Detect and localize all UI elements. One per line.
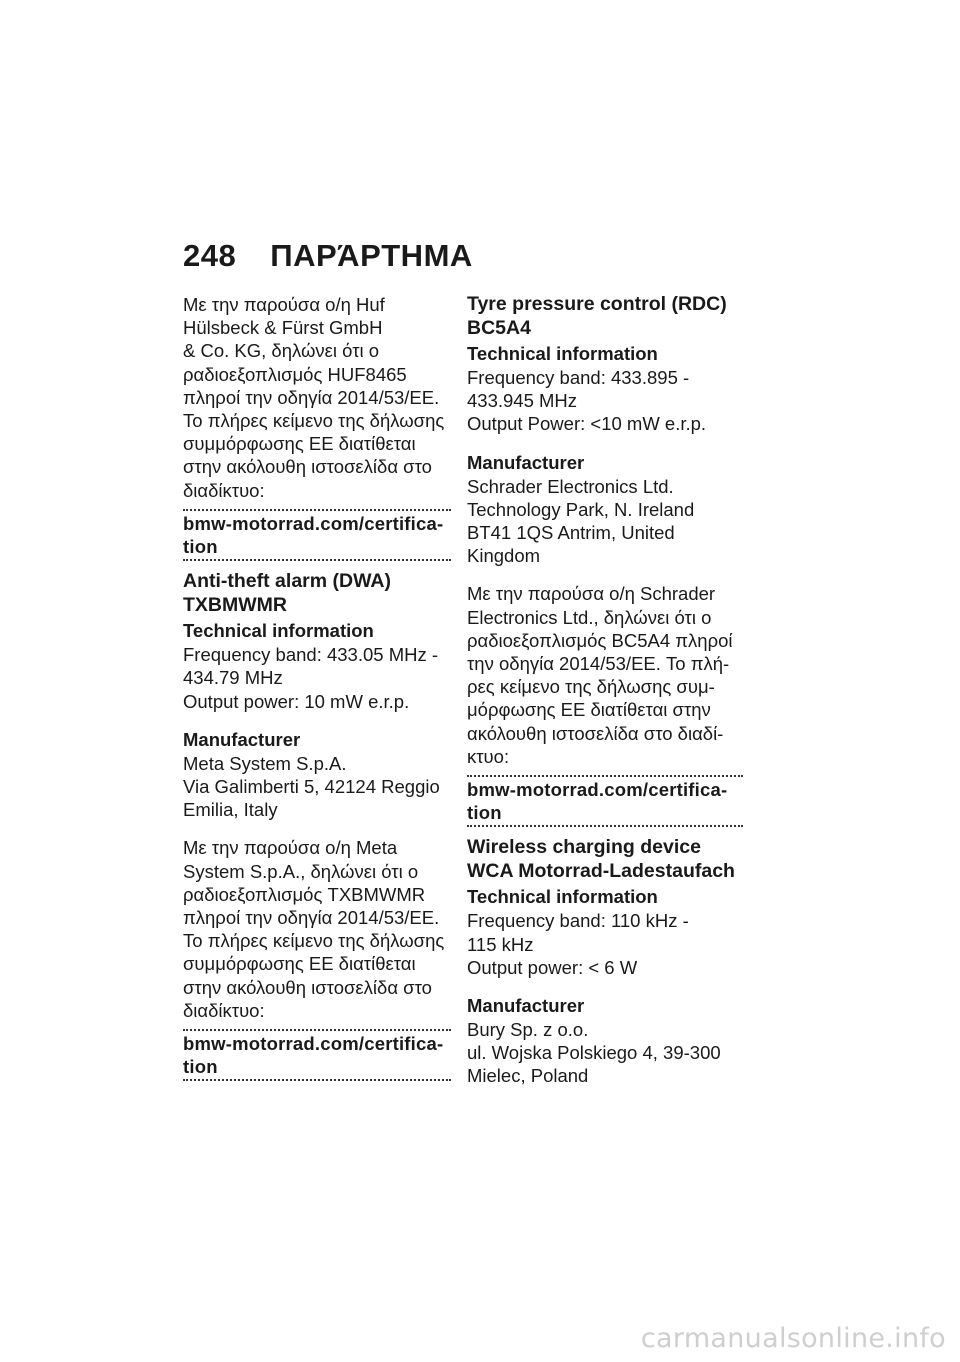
certification-link[interactable] xyxy=(183,1029,451,1081)
text-line: ακόλουθη ιστοσελίδα στο διαδί- xyxy=(467,722,724,744)
text-line: Meta System S.p.A. xyxy=(183,752,347,774)
text-line: Hülsbeck & Fürst GmbH xyxy=(183,317,383,339)
text-line: στην ακόλουθη ιστοσελίδα στο xyxy=(183,456,432,478)
rdc-manufacturer-info xyxy=(467,475,743,568)
rdc-declaration xyxy=(467,582,743,768)
page-header xyxy=(183,238,473,274)
text-line: Via Galimberti 5, 42124 Reggio xyxy=(183,776,440,798)
dwa-tech-heading: Technical information xyxy=(183,620,374,642)
text-line: Με την παρούσα ο/η Schrader xyxy=(467,583,716,605)
text-line: Frequency band: 433.895 - xyxy=(467,367,690,388)
text-line: ρες κείμενο της δήλωσης συμ- xyxy=(467,676,715,698)
text-line: Mielec, Poland xyxy=(467,1065,589,1087)
right-column xyxy=(467,293,743,1095)
dwa-tech-info xyxy=(183,643,451,713)
text-line: ραδιοεξοπλισμός BC5A4 πληροί xyxy=(467,629,733,651)
link-text: tion xyxy=(467,802,502,824)
section-title-line: Anti-theft alarm (DWA) xyxy=(183,570,391,593)
text-line: Emilia, Italy xyxy=(183,799,278,821)
text-line: Με την παρούσα ο/η Huf xyxy=(183,294,385,315)
text-line: μόρφωσης ΕΕ διατίθεται στην xyxy=(467,699,711,721)
section-title-line: Tyre pressure control (RDC) xyxy=(467,293,727,315)
text-line: Frequency band: 110 kHz - xyxy=(467,910,689,932)
text-line: συμμόρφωσης ΕΕ διατίθεται xyxy=(183,953,416,975)
link-text: tion xyxy=(183,1056,218,1078)
text-line: Το πλήρες κείμενο της δήλωσης xyxy=(183,410,445,432)
text-line: Bury Sp. z o.o. xyxy=(467,1019,589,1041)
section-title-line: WCA Motorrad-Ladestaufach xyxy=(467,859,735,882)
text-line: 434.79 MHz xyxy=(183,667,283,689)
section-title-line: Wireless charging device xyxy=(467,836,701,859)
text-line: συμμόρφωσης ΕΕ διατίθεται xyxy=(183,433,416,455)
certification-link[interactable] xyxy=(467,775,743,827)
text-line: 115 kHz xyxy=(467,933,534,955)
text-line: Output power: 10 mW e.r.p. xyxy=(183,690,410,712)
rdc-manufacturer-heading: Manufacturer xyxy=(467,451,585,473)
text-line: Output Power: <10 mW e.r.p. xyxy=(467,413,707,435)
rdc-section-title xyxy=(467,293,743,340)
rdc-tech-heading: Technical information xyxy=(467,343,658,364)
page-title: ΠΑΡΆΡΤΗΜΑ xyxy=(270,238,473,273)
text-line: System S.p.A., δηλώνει ότι ο xyxy=(183,860,419,882)
huf-declaration xyxy=(183,293,451,502)
section-title-line: TXBMWMR xyxy=(183,593,287,616)
text-line: Το πλήρες κείμενο της δήλωσης xyxy=(183,930,445,952)
link-text: bmw-motorrad.com/certifica- xyxy=(467,779,728,801)
text-line: διαδίκτυο: xyxy=(183,999,265,1021)
wca-manufacturer-heading: Manufacturer xyxy=(467,995,585,1017)
text-line: ul. Wojska Polskiego 4, 39-300 xyxy=(467,1042,721,1064)
dwa-section-title xyxy=(183,570,451,617)
text-line: Frequency band: 433.05 MHz - xyxy=(183,644,439,666)
dwa-manufacturer-heading: Manufacturer xyxy=(183,728,301,750)
watermark: carmanualsonline.info xyxy=(640,1323,946,1354)
wca-tech-heading: Technical information xyxy=(467,886,658,908)
text-line: ραδιοεξοπλισμός HUF8465 xyxy=(183,363,407,385)
page-number: 248 xyxy=(183,238,237,273)
text-line: Schrader Electronics Ltd. xyxy=(467,475,674,497)
text-line: Kingdom xyxy=(467,545,541,567)
text-line: πληροί την οδηγία 2014/53/EE. xyxy=(183,386,440,408)
wca-tech-info xyxy=(467,909,743,979)
text-line: στην ακόλουθη ιστοσελίδα στο xyxy=(183,976,432,998)
text-line: Με την παρούσα ο/η Meta xyxy=(183,837,398,859)
link-text: tion xyxy=(183,536,218,558)
rdc-tech-info xyxy=(467,366,743,436)
text-line: Technology Park, N. Ireland xyxy=(467,498,695,520)
section-title-line: BC5A4 xyxy=(467,316,531,339)
text-line: κτυο: xyxy=(467,745,510,767)
text-line: Electronics Ltd., δηλώνει ότι ο xyxy=(467,606,712,628)
text-line: την οδηγία 2014/53/EE. Το πλή- xyxy=(467,653,730,675)
certification-link[interactable] xyxy=(183,509,451,561)
dwa-declaration xyxy=(183,836,451,1022)
dwa-manufacturer-info xyxy=(183,752,451,822)
left-column xyxy=(183,293,451,1090)
wca-section-title xyxy=(467,836,743,883)
wca-manufacturer-info xyxy=(467,1018,743,1088)
text-line: ραδιοεξοπλισμός TXBMWMR xyxy=(183,883,426,905)
link-text: bmw-motorrad.com/certifica- xyxy=(183,512,444,534)
text-line: Output power: < 6 W xyxy=(467,956,638,978)
text-line: BT41 1QS Antrim, United xyxy=(467,522,675,544)
text-line: & Co. KG, δηλώνει ότι ο xyxy=(183,340,380,362)
text-line: 433.945 MHz xyxy=(467,390,578,412)
text-line: διαδίκτυο: xyxy=(183,479,265,501)
text-line: πληροί την οδηγία 2014/53/EE. xyxy=(183,907,440,929)
link-text: bmw-motorrad.com/certifica- xyxy=(183,1033,444,1055)
